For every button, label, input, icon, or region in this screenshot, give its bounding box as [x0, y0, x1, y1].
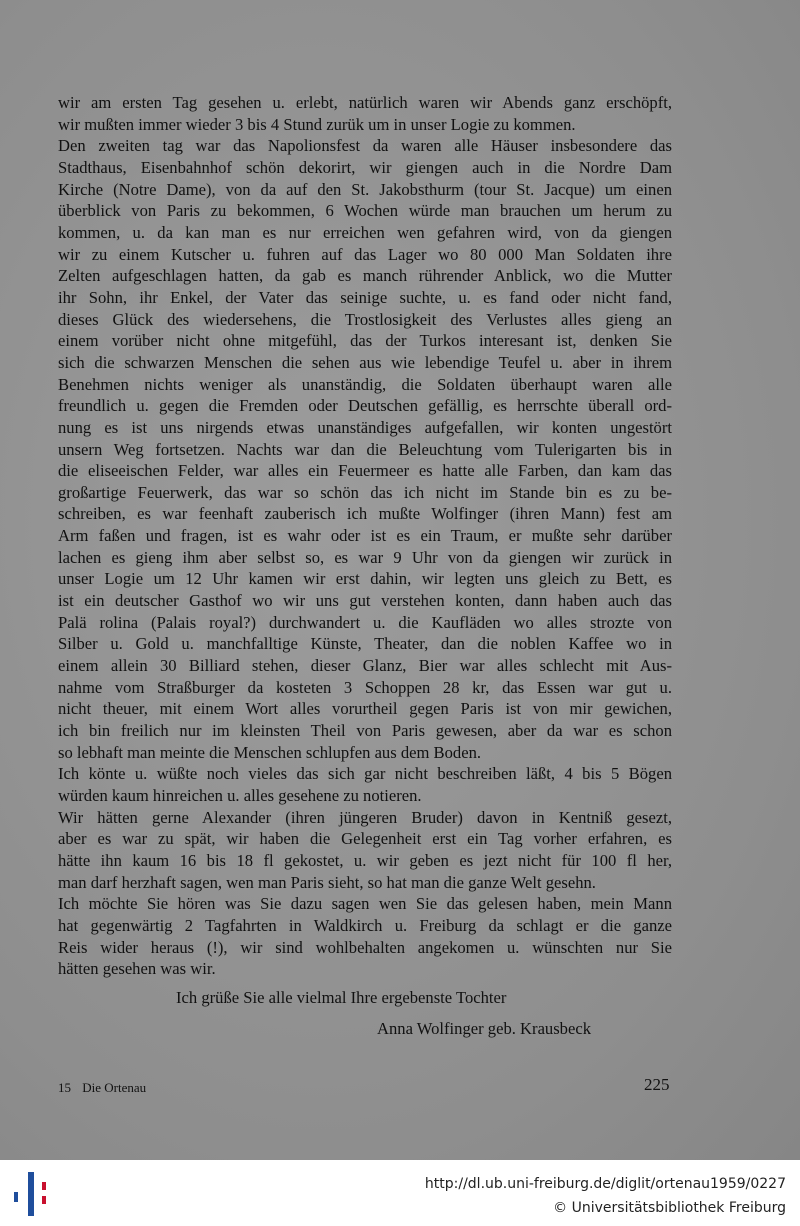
signature-mark: 15 [58, 1080, 71, 1095]
logo-bar-right-top [42, 1182, 46, 1190]
text-line: Kirche (Notre Dame), von da auf den St. Jakobsthurm (tour St. Jacque) um einen [58, 179, 672, 199]
logo-bar-center [28, 1172, 34, 1216]
text-line: Den zweiten tag war das Napolionsfest da waren alle Häuser insbesondere das [58, 136, 672, 156]
text-line: ich bin freilich nur im kleinsten Theil von Paris gewesen, aber da war es schon [58, 721, 672, 741]
text-line: sich die schwarzen Menschen die sehen aus wie lebendige Teufel u. aber in ihrem [58, 352, 672, 372]
text-line: nung es ist uns nirgends etwas unanständiges aufgefallen, wir konten ungestört [58, 417, 672, 437]
text-line: Reis wider heraus (!), wir sind wohlbehalten angekomen u. wünschten nur Sie [58, 937, 672, 957]
text-line: so lebhaft man meinte die Menschen schlupfen aus dem Boden. [58, 742, 482, 762]
text-line: Arm faßen und fragen, ist es wahr oder ist es ein Traum, er mußte sehr darüber [58, 526, 672, 546]
text-line: aber es war zu spät, wir haben die Gelegenheit erst ein Tag vorher erfahren, es [58, 829, 672, 849]
text-line: Wir hätten gerne Alexander (ihren jüngeren Bruder) davon in Kentniß gesezt, [58, 807, 672, 827]
logo-bar-left [14, 1192, 18, 1202]
text-line: nicht theuer, mit einem Wort alles vorurtheil gegen Paris ist von mir gewichen, [58, 699, 672, 719]
text-line: hat gegenwärtig 2 Tagfahrten in Waldkirch u. Freiburg da schlagt er die ganze [58, 915, 672, 935]
text-line: ihr Sohn, ihr Enkel, der Vater das seinige suchte, u. es fand oder nicht fand, [58, 287, 672, 307]
text-line: wir mußten immer wieder 3 bis 4 Stund zurük um in unser Logie zu kommen. [58, 114, 576, 134]
text-line: Stadthaus, Eisenbahnhof schön dekorirt, wir giengen auch in die Nordre Dam [58, 157, 672, 177]
text-line: würden kaum hinreichen u. alles gesehene zu notieren. [58, 786, 422, 805]
library-logo-icon[interactable] [12, 1168, 52, 1220]
text-line: Zelten aufgeschlagen hatten, da gab es manch rührender Anblick, wo die Mutter [58, 266, 672, 286]
page-number: 225 [644, 1075, 670, 1094]
page-footer [58, 1080, 146, 1096]
text-line: unser Logie um 12 Uhr kamen wir erst dahin, wir legten uns gleich zu Bett, es [58, 569, 672, 589]
text-line: wir am ersten Tag gesehen u. erlebt, natürlich waren wir Abends ganz erschöpft, [58, 93, 672, 112]
text-line: kommen, u. da kan man es nur erreichen wen gefahren wird, von da giengen [58, 222, 672, 242]
text-line: die eliseeischen Felder, war alles ein Feuermeer es hatte alle Farben, dan kam das [58, 461, 672, 481]
text-line: ist ein deutscher Gasthof wo wir uns gut verstehen konten, dann haben auch das [58, 591, 672, 611]
text-line: dieses Glück des wiedersehens, die Trostlosigkeit des Verlustes alles gieng an [58, 309, 672, 329]
logo-bar-right-bottom [42, 1196, 46, 1204]
text-line: nahme vom Straßburger da kosteten 3 Schoppen 28 kr, das Essen war gut u. [58, 677, 672, 697]
text-line: hätte ihn kaum 16 bis 18 fl gekostet, u. wir geben es jezt nicht für 100 fl her, [58, 850, 672, 870]
letter-body [58, 92, 672, 980]
text-line: freundlich u. gegen die Fremden oder Deutschen gefällig, es herrschte überall ord- [58, 396, 672, 416]
text-line: Benehmen nichts weniger als unanständig, die Soldaten überhaupt waren alle [58, 374, 672, 394]
text-line: Ich möchte Sie hören was Sie dazu sagen wen Sie das gelesen haben, mein Mann [58, 894, 672, 914]
text-line: hätten gesehen was wir. [58, 959, 216, 979]
text-line: wir zu einem Kutscher u. fuhren auf das Lager wo 80 000 Man Soldaten ihre [58, 244, 672, 264]
copyright-notice: © Universitätsbibliothek Freiburg [553, 1200, 786, 1216]
text-line: einem vorüber nicht ohne mitgefühl, das der Turkos interesant ist, denken Sie [58, 331, 672, 351]
document-url-link[interactable]: http://dl.ub.uni-freiburg.de/diglit/ortenau1959/0227 [424, 1176, 786, 1192]
letter-signature: Anna Wolfinger geb. Krausbeck [377, 1019, 592, 1038]
text-line: schreiben, es war feenhaft zauberisch ich mußte Wolfinger (ihren Mann) fest am [58, 504, 672, 524]
text-line: überblick von Paris zu bekommen, 6 Wochen würde man brauchen um herum zu [58, 201, 672, 221]
text-line: unsern Weg fortsetzen. Nachts war dan die Beleuchtung vom Tulerigarten bis in [58, 439, 672, 459]
text-line: Ich könte u. wüßte noch vieles das sich gar nicht beschreiben läßt, 4 bis 5 Bögen [58, 764, 672, 784]
text-line: einem allein 30 Billiard stehen, dieser Glanz, Bier war alles schlecht mit Aus- [58, 656, 672, 676]
text-line: man darf herzhaft sagen, wen man Paris sieht, so hat man die ganze Welt gesehn. [58, 872, 596, 892]
journal-title: Die Ortenau [82, 1080, 147, 1095]
text-line: lachen es gieng ihm aber selbst so, es war 9 Uhr von da giengen wir zurück in [58, 547, 672, 567]
text-line: Silber u. Gold u. manchfalltige Künste, Theater, dan die noblen Kaffee wo in [58, 634, 672, 654]
letter-closing: Ich grüße Sie alle vielmal Ihre ergebenste Tochter [176, 988, 507, 1007]
text-line: Palä rolina (Palais royal?) durchwandert u. die Kaufläden wo alles strozte von [58, 612, 672, 632]
text-line: großartige Feuerwerk, das war so schön das ich nicht im Stande bin es zu be- [58, 482, 672, 502]
library-footer-bar [0, 1160, 800, 1226]
